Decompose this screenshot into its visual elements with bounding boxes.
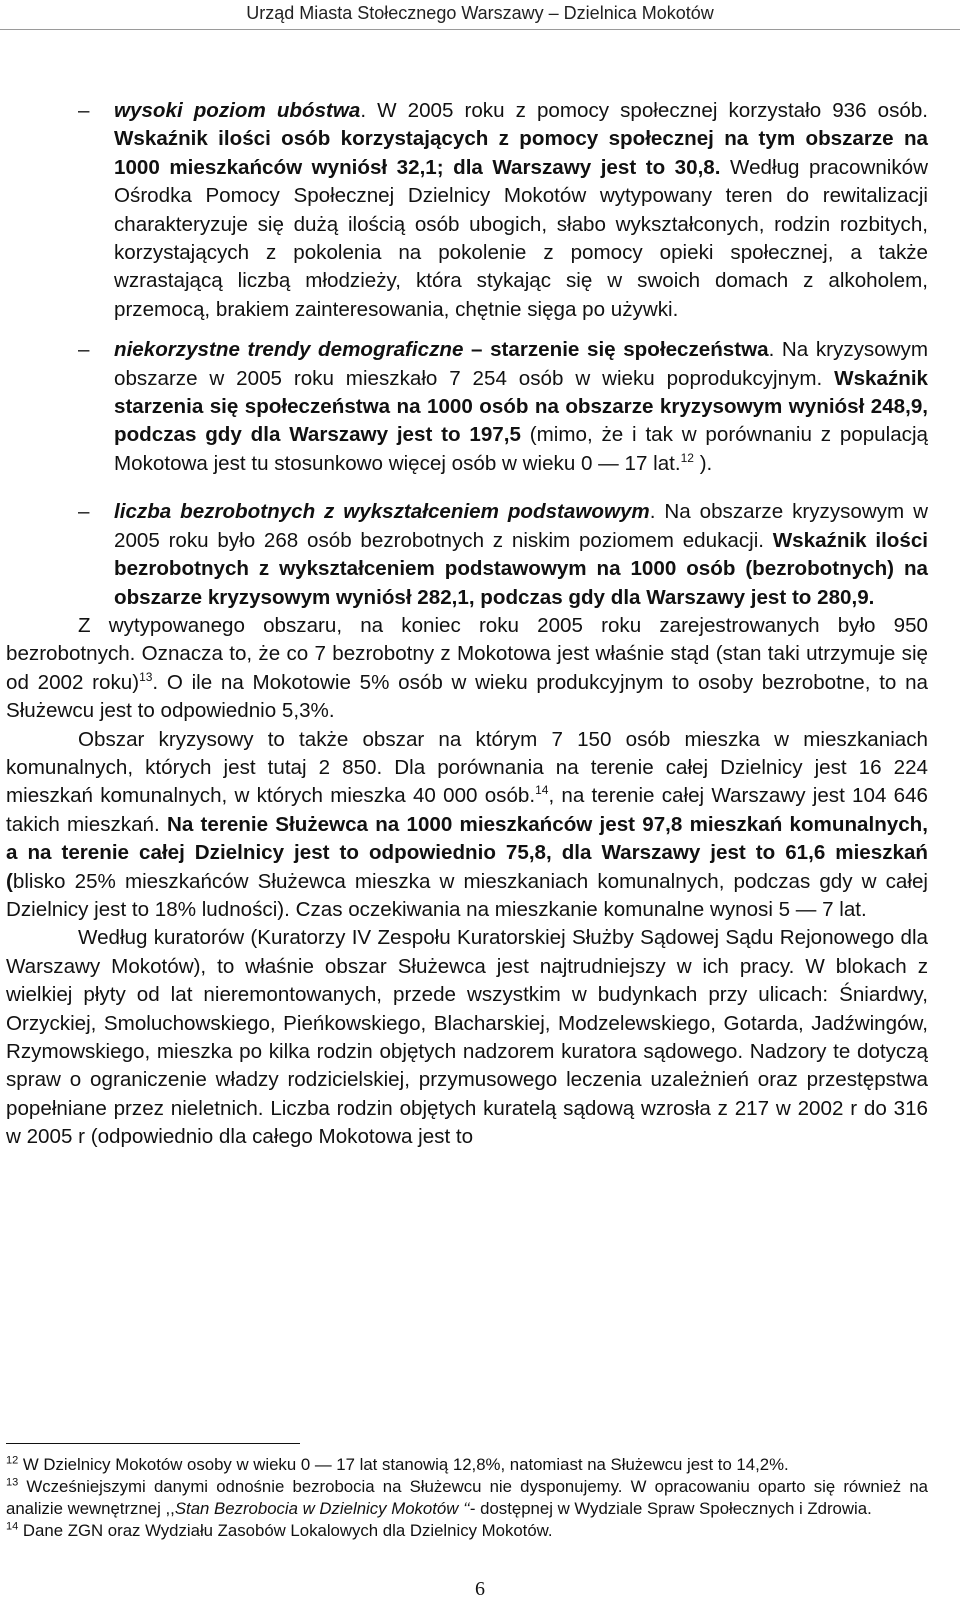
bullet-heading: wysoki poziom ubóstwa (114, 99, 361, 122)
footnote-ref[interactable]: 14 (535, 783, 549, 798)
bullet-unemployment: – liczba bezrobotnych z wykształceniem podstawowym. Na obszarze kryzysowym w 2005 roku było 268 osób bezrobotnych z niskim poziomem edukacji. Wskaźnik ilości bezrobotnych z wykształceniem podstawowym na 1000 osób (bezrobotnych) na obszarze kryzysowym wyniósł 282,1, podczas gdy dla Warszawy jest to 280,9. (78, 500, 928, 609)
page-header (0, 0, 960, 30)
footnote-13: $^{13}$ Wcześniejszymi danymi odnośnie bezrobocia na Służewcu nie dysponujemy. W opracowaniu oparto się również na analizie wewnętrznej ,,Stan Bezrobocia w Dzielnicy Mokotów ‘‘- dostępnej w Wydziale Spraw Społecznych i Zdrowia. (6, 1476, 928, 1518)
bullet-dash: – (78, 99, 90, 122)
footnote-ref[interactable]: 12 (680, 451, 694, 466)
footnote-14: $^{14}$ Dane ZGN oraz Wydziału Zasobów Lokalowych dla Dzielnicy Mokotów. (6, 1520, 553, 1540)
footnote-12: $^{12}$ W Dzielnicy Mokotów osoby w wieku 0 — 17 lat stanowią 12,8%, natomiast na Służewcu jest to 14,2%. (6, 1454, 789, 1474)
footnotes (6, 1454, 928, 1542)
bullet-dash: – (78, 338, 90, 362)
page-number: 6 (475, 1578, 485, 1600)
bullet-dash: – (78, 500, 90, 524)
bullet-heading: niekorzystne trendy demograficzne (114, 338, 464, 362)
paragraph-unemployed: Z wytypowanego obszaru, na koniec roku 2005 roku zarejestrowanych było 950 bezrobotnych. Oznacza to, że co 7 bezrobotny z Mokotowa jest właśnie stąd (stan taki utrzymuje się od 2002 roku)$^{13}$. O ile na Mokotowie 5% osób w wieku produkcyjnym to osoby bezrobotne, to na Służewcu jest to odpowiednio 5,3%. (6, 613, 928, 723)
paragraph-housing: Obszar kryzysowy to także obszar na którym 7 150 osób mieszka w mieszkaniach komunalnych, których jest tutaj 2 850. Dla porównania na terenie całej Dzielnicy jest 16 224 mieszkań komunalnych, w których mieszka 40 000 osób.$^{14}$, na terenie całej Warszawy jest 104 646 takich mieszkań. Na terenie Służewca na 1000 mieszkańców jest 97,8 mieszkań komunalnych, a na terenie całej Dzielnicy jest to odpowiednio 75,8, dla Warszawy jest to 61,6 mieszkań (blisko 25% mieszkańców Służewca mieszka w mieszkaniach komunalnych, podczas gdy w całej Dzielnicy jest to 18% ludności). Czas oczekiwania na mieszkanie komunalne wynosi 5 — 7 lat. (6, 727, 928, 921)
footnote-ref[interactable]: 13 (139, 669, 153, 684)
bullet-demographics: – niekorzystne trendy demograficzne – starzenie się społeczeństwa. Na kryzysowym obszarze w 2005 roku mieszkało 7 254 osób w wieku poprodukcyjnym. Wskaźnik starzenia się społeczeństwa na 1000 osób na obszarze kryzysowym wyniósł 248,9, podczas gdy dla Warszawy jest to 197,5 (mimo, że i tak w porównaniu z populacją Mokotowa jest tu stosunkowo więcej osób w wieku 0 — 17 lat.$^{12}$ ). (78, 338, 928, 475)
paragraph-curators: Według kuratorów (Kuratorzy IV Zespołu Kuratorskiej Służby Sądowej Sądu Rejonowego dla Warszawy Mokotów), to właśnie obszar Służewca jest najtrudniejszy w ich pracy. W blokach z wielkiej płyty od lat nieremontowanych, przede wszystkim w budynkach przy ulicach: Śniardwy, Orzyckiej, Smoluchowskiego, Pieńkowskiego, Blacharskiej, Modzelewskiego, Gotarda, Jadźwingów, Rzymowskiego, mieszka po kilka rodzin objętych nadzorem kuratora sądowego. Nadzory te dotyczą spraw o ograniczenie władzy rodzicielskiej, przymusowego leczenia uzależnień oraz przestępstwa popełniane przez nieletnich. Liczba rodzin objętych kuratelą sądową wzrosła z 217 w 2002 r do 316 w 2005 r (odpowiednio dla całego Mokotowa jest to (6, 926, 928, 1149)
header-title: Urząd Miasta Stołecznego Warszawy – Dzielnica Mokotów (246, 3, 714, 23)
bullet-heading: liczba bezrobotnych z wykształceniem podstawowym (114, 500, 650, 524)
document-body (6, 97, 928, 1152)
bullet-poverty: – wysoki poziom ubóstwa. W 2005 roku z pomocy społecznej korzystało 936 osób. Wskaźnik ilości osób korzystających z pomocy społecznej na tym obszarze na 1000 mieszkańców wyniósł 32,1; dla Warszawy jest to 30,8. Według pracowników Ośrodka Pomocy Społecznej Dzielnicy Mokotów wytypowany teren do rewitalizacji charakteryzuje się dużą ilością osób ubogich, słabo wykształconych, rodzin rozbitych, korzystających z pokolenia na pokolenie z pomocy opieki społecznej, a także wzrastającą liczbą młodzieży, która stykając się w swoich domach z alkoholem, przemocą, brakiem zainteresowania, chętnie sięga po używki. (78, 99, 929, 321)
footnote-separator (6, 1443, 300, 1444)
